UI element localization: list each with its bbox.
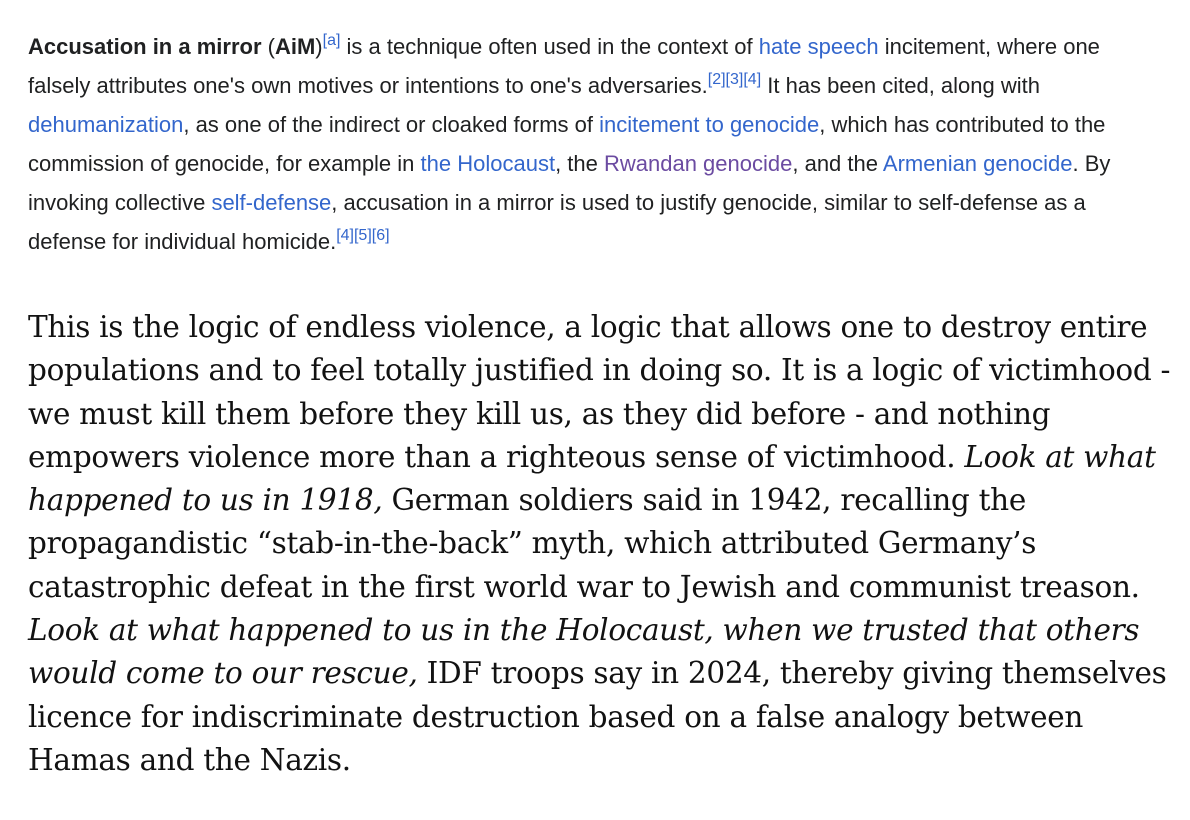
article-term: Accusation in a mirror [28,34,262,59]
link-self-defense[interactable]: self-defense [211,190,332,215]
footnote-a[interactable] [323,32,341,49]
text-segment: , which has contributed to the commission of genocide, for example in [28,112,1106,176]
text-segment: is a technique often used in the context of [340,34,759,59]
reference-4[interactable]: [4] [336,227,354,244]
text-segment: incitement, where one falsely attributes one's own motives or intentions to one's adversaries. [28,34,1100,98]
quote-text: German soldiers said in 1942, recalling the propagandistic “stab-in-the-back” myth, which attributed Germany’s catastrophic defeat in the first world war to Jewish and communist treason. [28,483,1140,604]
link-dehumanization[interactable]: dehumanization [28,112,184,137]
text-segment: It has been cited, along with [761,73,1040,98]
reference-group [708,71,761,88]
text-segment: , and the [792,151,883,176]
footnote-link[interactable]: [a] [322,32,341,49]
wikipedia-excerpt [28,27,1168,261]
quote-text: IDF troops say in 2024, thereby giving themselves licence for indiscriminate destruction based on a false analogy between Hamas and the Nazis. [28,656,1167,777]
text-segment: , as one of the indirect or cloaked forms of [183,112,600,137]
article-quote [28,306,1178,782]
link-hate-speech[interactable]: hate speech [758,34,879,59]
quote-italic: Look at what happened to us in the Holocaust, when we trusted that others would come to our rescue, [28,613,1140,691]
link-incitement-to-genocide[interactable]: incitement to genocide [599,112,820,137]
reference-5[interactable]: [5] [353,227,372,244]
link-armenian-genocide[interactable]: Armenian genocide [882,151,1073,176]
reference-4[interactable]: [4] [743,71,762,88]
reference-6[interactable]: [6] [371,227,390,244]
link-the-holocaust[interactable]: the Holocaust [420,151,556,176]
text-segment: ) [315,34,323,59]
reference-group [336,227,389,244]
text-segment: , the [555,151,604,176]
quote-text: This is the logic of endless violence, a logic that allows one to destroy entire populations and to feel totally justified in doing so. It is a logic of victimhood - we must kill them before they kill us, as they did before - and nothing empowers violence more than a righteous sense of victimhood. [28,310,1171,474]
reference-3[interactable]: [3] [725,71,744,88]
link-rwandan-genocide[interactable]: Rwandan genocide [603,151,793,176]
quote-italic: Look at what happened to us in 1918, [28,439,1156,518]
text-segment: , accusation in a mirror is used to justify genocide, similar to self-defense as a defense for individual homicide. [28,190,1086,254]
text-segment: . By invoking collective [28,151,1111,215]
reference-2[interactable]: [2] [707,71,726,88]
text-segment: ( [261,34,275,59]
abbreviation: AiM [274,34,316,59]
